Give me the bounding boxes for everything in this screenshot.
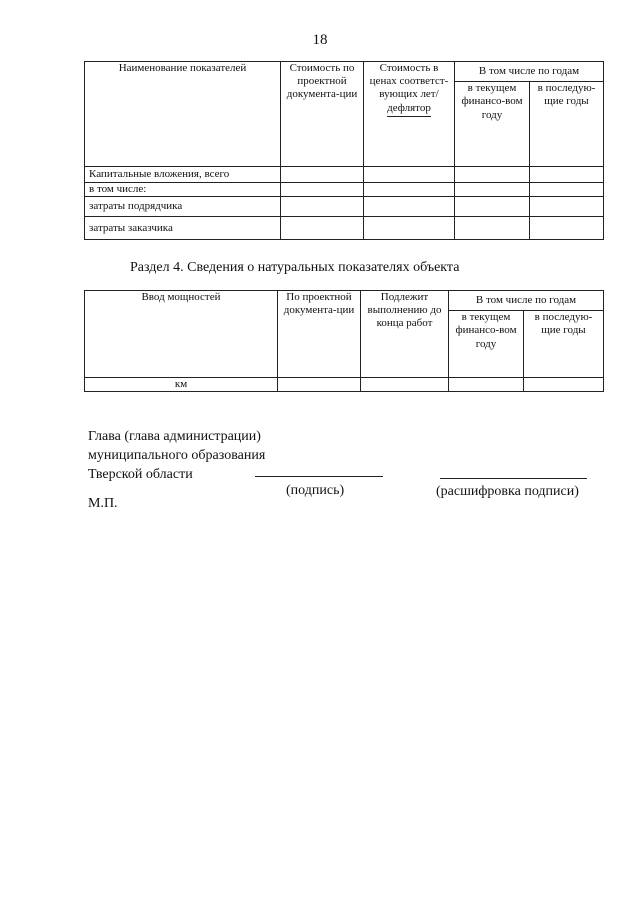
table-row bbox=[85, 183, 604, 197]
header-cost-prices-text: Стоимость в ценах соответст-вующих лет/ bbox=[369, 62, 449, 101]
header-indicator-name: Наименование показателей bbox=[85, 62, 281, 167]
table-cell bbox=[455, 197, 530, 217]
header-to-complete: Подлежит выполнению до конца работ bbox=[361, 291, 449, 378]
table-cell bbox=[449, 378, 524, 392]
name-decode-line bbox=[440, 478, 587, 479]
table-row bbox=[85, 217, 604, 240]
signer-title-line1: Глава (глава администрации) bbox=[88, 429, 261, 444]
cost-table bbox=[84, 61, 604, 240]
header-next-years: в последую-щие годы bbox=[530, 82, 604, 167]
cost-table-header-row bbox=[85, 62, 604, 82]
capacity-table bbox=[84, 290, 604, 392]
table-cell bbox=[364, 167, 455, 183]
page-number: 18 bbox=[312, 32, 328, 48]
header-next-years: в последую-щие годы bbox=[524, 311, 604, 378]
header-current-year: в текущем финансо-вом году bbox=[455, 82, 530, 167]
capacity-table-header-row bbox=[85, 291, 604, 311]
table-cell bbox=[455, 167, 530, 183]
header-capacity: Ввод мощностей bbox=[85, 291, 278, 378]
row-label-unit: км bbox=[85, 378, 278, 392]
signature-block bbox=[88, 427, 265, 484]
table-cell bbox=[364, 183, 455, 197]
table-cell bbox=[361, 378, 449, 392]
table-cell bbox=[364, 197, 455, 217]
header-cost-project: Стоимость по проектной документа-ции bbox=[281, 62, 364, 167]
signer-title-line3: Тверской области bbox=[88, 467, 193, 482]
table-cell bbox=[281, 217, 364, 240]
stamp-place: М.П. bbox=[88, 496, 118, 511]
header-by-project: По проектной документа-ции bbox=[278, 291, 361, 378]
header-cost-prices bbox=[364, 62, 455, 167]
table-cell bbox=[281, 183, 364, 197]
header-by-years: В том числе по годам bbox=[449, 291, 604, 311]
signature-line bbox=[255, 476, 383, 477]
table-cell bbox=[524, 378, 604, 392]
row-label: затраты подрядчика bbox=[85, 197, 281, 217]
header-current-year: в текущем финансо-вом году bbox=[449, 311, 524, 378]
table-row bbox=[85, 197, 604, 217]
header-deflator: дефлятор bbox=[387, 102, 431, 117]
table-cell bbox=[530, 217, 604, 240]
signature-caption: (подпись) bbox=[286, 483, 345, 498]
table-cell bbox=[281, 167, 364, 183]
row-label: в том числе: bbox=[85, 183, 281, 197]
table-cell bbox=[364, 217, 455, 240]
table-cell bbox=[530, 183, 604, 197]
name-decode-caption: (расшифровка подписи) bbox=[436, 484, 579, 499]
row-label: затраты заказчика bbox=[85, 217, 281, 240]
table-cell bbox=[455, 217, 530, 240]
row-label: Капитальные вложения, всего bbox=[85, 167, 281, 183]
table-cell bbox=[281, 197, 364, 217]
table-cell bbox=[530, 197, 604, 217]
table-row bbox=[85, 378, 604, 392]
header-by-years: В том числе по годам bbox=[455, 62, 604, 82]
table-cell bbox=[530, 167, 604, 183]
table-cell bbox=[455, 183, 530, 197]
table-row bbox=[85, 167, 604, 183]
section-4-title: Раздел 4. Сведения о натуральных показателях объекта bbox=[130, 260, 460, 275]
table-cell bbox=[278, 378, 361, 392]
signer-title-line2: муниципального образования bbox=[88, 448, 266, 463]
